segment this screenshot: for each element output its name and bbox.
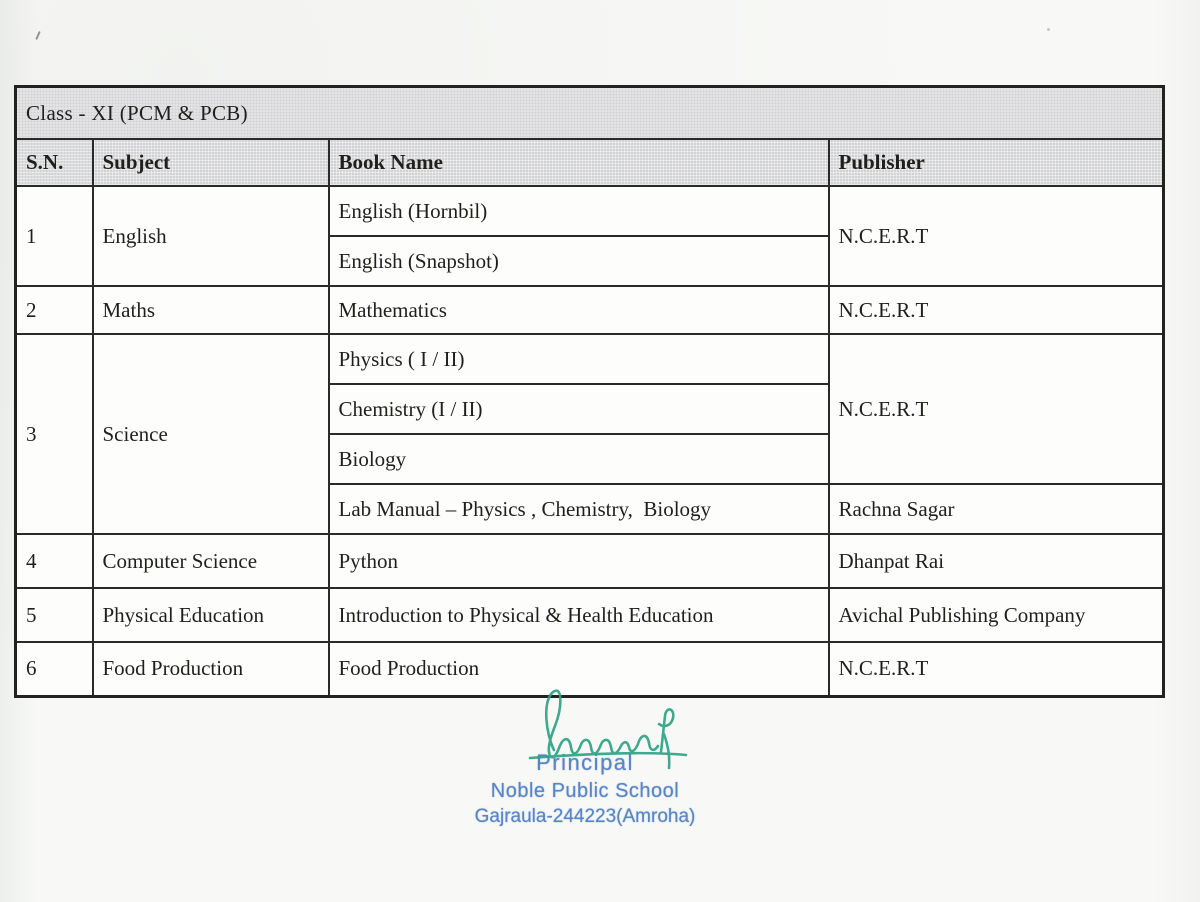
cell-subject: Computer Science (93, 534, 329, 588)
cell-subject: English (93, 186, 329, 286)
scan-speck (35, 31, 40, 40)
cell-subject: Food Production (93, 642, 329, 696)
cell-publisher: N.C.E.R.T (829, 334, 1164, 484)
table-row (16, 186, 1164, 236)
cell-publisher: N.C.E.R.T (829, 642, 1164, 696)
table-row (16, 588, 1164, 642)
cell-publisher: Avichal Publishing Company (829, 588, 1164, 642)
column-header-subject: Subject (93, 139, 329, 186)
cell-subject: Maths (93, 286, 329, 334)
table-row (16, 286, 1164, 334)
cell-publisher: Dhanpat Rai (829, 534, 1164, 588)
cell-publisher: N.C.E.R.T (829, 286, 1164, 334)
table-row (16, 334, 1164, 384)
scan-speck (1047, 28, 1050, 31)
cell-book: English (Hornbil) (329, 186, 829, 236)
cell-subject: Physical Education (93, 588, 329, 642)
cell-book: Biology (329, 434, 829, 484)
cell-publisher: N.C.E.R.T (829, 186, 1164, 286)
cell-sn: 6 (16, 642, 93, 696)
cell-book: Mathematics (329, 286, 829, 334)
column-header-publisher: Publisher (829, 139, 1164, 186)
stamp-title: Principal (536, 750, 634, 775)
table-row (16, 534, 1164, 588)
table-title-row (16, 87, 1164, 140)
principal-signature-icon (522, 684, 690, 780)
table-header-row (16, 139, 1164, 186)
book-list-table (14, 85, 1165, 698)
cell-book: Introduction to Physical & Health Education (329, 588, 829, 642)
cell-sn: 4 (16, 534, 93, 588)
cell-book: English (Snapshot) (329, 236, 829, 286)
cell-book: Lab Manual – Physics , Chemistry, Biology (329, 484, 829, 534)
cell-book: Python (329, 534, 829, 588)
cell-sn: 1 (16, 186, 93, 286)
cell-sn: 2 (16, 286, 93, 334)
cell-book: Food Production (329, 642, 829, 696)
cell-sn: 5 (16, 588, 93, 642)
cell-book: Physics ( I / II) (329, 334, 829, 384)
stamp-school-name: Noble Public School (490, 780, 680, 802)
cell-publisher: Rachna Sagar (829, 484, 1164, 534)
table-title: Class - XI (PCM & PCB) (16, 87, 1164, 140)
cell-sn: 3 (16, 334, 93, 534)
stamp-address: Gajraula-244223(Amroha) (474, 806, 696, 827)
cell-book: Chemistry (I / II) (329, 384, 829, 434)
column-header-sn: S.N. (16, 139, 93, 186)
column-header-book-name: Book Name (329, 139, 829, 186)
cell-subject: Science (93, 334, 329, 534)
